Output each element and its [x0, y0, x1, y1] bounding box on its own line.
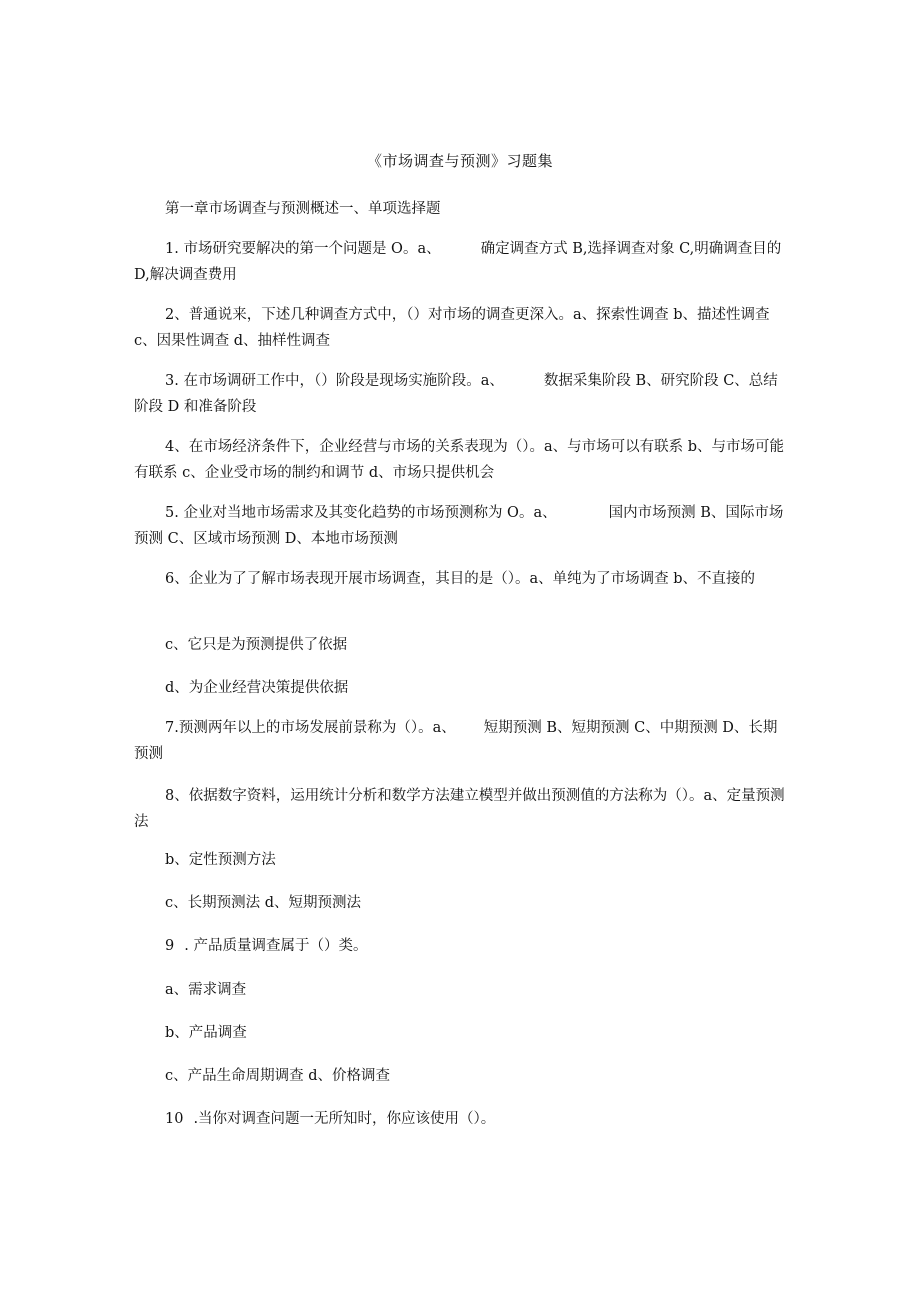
question-6-option-c: c、它只是为预测提供了依据 [165, 637, 348, 653]
question-9 [134, 933, 786, 959]
question-10-stem: .当你对调查问题一无所知时，你应该使用（）。 [193, 1111, 496, 1127]
question-7-options: 短期预测 B、短期预测 C、中期预测 D、长期预测 [134, 720, 778, 762]
question-9-option-a: a、需求调查 [165, 982, 247, 998]
question-3-stem: 3. 在市场调研工作中，（）阶段是现场实施阶段。a、 [165, 373, 504, 389]
question-1-stem: 1. 市场研究要解决的第一个问题是 O。a、 [165, 241, 441, 257]
question-7 [134, 715, 786, 767]
question-9-option-cd: c、产品生命周期调查 d、价格调查 [165, 1068, 391, 1084]
question-4: 4、在市场经济条件下，企业经营与市场的关系表现为（）。a、与市场可以有联系 b、与市场可能有联系 c、企业受市场的制约和调节 d、市场只提供机会 [134, 439, 785, 481]
question-5 [134, 500, 786, 552]
question-1 [134, 236, 786, 288]
question-5-stem: 5. 企业对当地市场需求及其变化趋势的市场预测称为 O。a、 [165, 505, 557, 521]
question-8-option-b: b、定性预测方法 [165, 852, 276, 868]
question-8-option-cd: c、长期预测法 d、短期预测法 [165, 895, 362, 911]
question-10-number: 10 [165, 1111, 184, 1127]
chapter-heading: 第一章市场调查与预测概述一、单项选择题 [165, 201, 441, 217]
question-1-options: 确定调查方式 B,选择调查对象 C,明确调查目的 D,解决调查费用 [134, 241, 782, 283]
question-2: 2、普通说来，下述几种调查方式中，（）对市场的调查更深入。a、探索性调查 b、描述性调查 c、因果性调查 d、抽样性调查 [134, 307, 770, 349]
question-9-option-b: b、产品调查 [165, 1025, 247, 1041]
document-title: 《市场调查与预测》习题集 [366, 152, 553, 170]
question-6: 6、企业为了了解市场表现开展市场调查，其目的是（）。a、单纯为了市场调查 b、不直接的 [165, 571, 756, 587]
question-7-stem: 7.预测两年以上的市场发展前景称为（）。a、 [165, 720, 456, 736]
question-6-option-d: d、为企业经营决策提供依据 [165, 680, 349, 696]
question-9-stem: . 产品质量调查属于（）类。 [184, 938, 368, 954]
question-3-options: 数据采集阶段 B、研究阶段 C、总结阶段 D 和准备阶段 [134, 373, 778, 415]
question-8: 8、依据数字资料，运用统计分析和数学方法建立模型并做出预测值的方法称为（）。a、定量预测法 [134, 788, 785, 830]
question-10 [134, 1106, 786, 1132]
question-5-options: 国内市场预测 B、国际市场预测 C、区域市场预测 D、本地市场预测 [134, 505, 784, 547]
question-9-number: 9 [165, 938, 175, 954]
question-3 [134, 368, 786, 420]
